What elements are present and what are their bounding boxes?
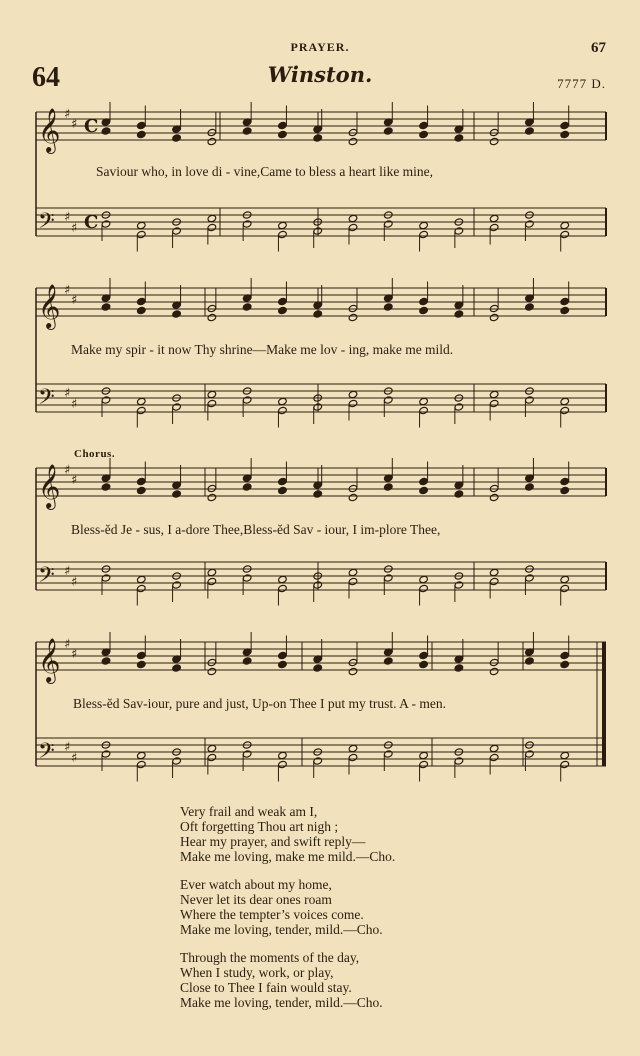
note-head <box>207 390 217 398</box>
note-head <box>313 134 323 142</box>
note-head <box>172 581 182 589</box>
sharp-icon: ♯ <box>71 293 78 308</box>
note-head <box>560 751 570 759</box>
note-head <box>419 477 429 485</box>
note-head <box>560 221 570 229</box>
system-3-lyrics: Bless-ĕd Je - sus, I a-dore Thee,Bless-ĕd Sav - iour, I im-plore Thee, <box>71 522 441 537</box>
note-head <box>348 390 358 398</box>
note-head <box>137 575 147 583</box>
note-head <box>242 750 252 758</box>
bass-clef-icon: 𝄢 <box>38 563 55 593</box>
note-head <box>172 134 182 142</box>
verse-line: Through the moments of the day, <box>180 950 360 965</box>
treble-clef-icon: 𝄞 <box>38 108 61 152</box>
note-head <box>242 657 252 665</box>
note-head <box>278 230 288 238</box>
note-head <box>278 297 288 305</box>
note-head <box>560 651 570 659</box>
note-head <box>560 121 570 129</box>
note-head <box>419 230 429 238</box>
note-head <box>525 483 535 491</box>
note-head <box>384 220 394 228</box>
sharp-icon: ♯ <box>71 575 78 590</box>
note-head <box>348 313 358 321</box>
note-head <box>207 577 217 585</box>
note-head <box>242 483 252 491</box>
verse-line: Oft forgetting Thou art nigh ; <box>180 819 339 834</box>
note-head <box>454 490 464 498</box>
note-head <box>348 744 358 752</box>
note-head <box>137 751 147 759</box>
additional-verses <box>180 804 395 1023</box>
note-head <box>278 221 288 229</box>
tune-name: Winston. <box>267 62 373 87</box>
note-head <box>489 214 499 222</box>
hymn-number: 64 <box>32 62 60 93</box>
note-head <box>525 303 535 311</box>
note-head <box>525 657 535 665</box>
note-head <box>278 751 288 759</box>
note-head <box>489 493 499 501</box>
note-head <box>525 750 535 758</box>
note-head <box>348 223 358 231</box>
bass-clef-icon: 𝄢 <box>38 209 55 239</box>
note-head <box>137 230 147 238</box>
note-head <box>278 486 288 494</box>
note-head <box>384 574 394 582</box>
note-head <box>560 486 570 494</box>
note-head <box>207 493 217 501</box>
note-head <box>137 760 147 768</box>
note-head <box>419 651 429 659</box>
note-head <box>419 575 429 583</box>
note-head <box>313 490 323 498</box>
note-head <box>348 493 358 501</box>
note-head <box>560 660 570 668</box>
note-head <box>278 584 288 592</box>
note-head <box>454 227 464 235</box>
final-barline <box>602 642 606 766</box>
note-head <box>172 490 182 498</box>
treble-clef-icon: 𝄞 <box>38 464 61 508</box>
sharp-icon: ♯ <box>64 107 71 122</box>
note-head <box>384 396 394 404</box>
note-head <box>560 584 570 592</box>
note-head <box>525 127 535 135</box>
note-head <box>454 581 464 589</box>
note-head <box>454 664 464 672</box>
note-head <box>419 297 429 305</box>
section-heading: PRAYER. <box>290 40 350 54</box>
sharp-icon: ♯ <box>71 397 78 412</box>
meter-label: 7777 D. <box>557 76 606 91</box>
verse-line: Where the tempter’s voices come. <box>180 907 364 922</box>
note-head <box>242 574 252 582</box>
note-head <box>101 396 111 404</box>
note-head <box>278 406 288 414</box>
note-head <box>489 568 499 576</box>
note-head <box>137 660 147 668</box>
note-head <box>313 757 323 765</box>
page-number: 67 <box>591 40 606 56</box>
note-head <box>172 403 182 411</box>
sharp-icon: ♯ <box>64 637 71 652</box>
note-head <box>101 220 111 228</box>
note-head <box>207 223 217 231</box>
verse-line: Hear my prayer, and swift reply— <box>180 834 366 849</box>
note-head <box>172 310 182 318</box>
note-head <box>101 574 111 582</box>
note-head <box>348 399 358 407</box>
treble-clef-icon: 𝄞 <box>38 284 61 328</box>
note-head <box>348 667 358 675</box>
note-head <box>207 313 217 321</box>
note-head <box>101 483 111 491</box>
note-head <box>419 660 429 668</box>
note-head <box>242 220 252 228</box>
note-head <box>560 297 570 305</box>
note-head <box>278 660 288 668</box>
note-head <box>454 134 464 142</box>
note-head <box>489 399 499 407</box>
note-head <box>137 406 147 414</box>
treble-clef-icon: 𝄞 <box>38 638 61 682</box>
note-head <box>560 477 570 485</box>
note-head <box>101 303 111 311</box>
note-head <box>278 760 288 768</box>
note-head <box>207 568 217 576</box>
system-4-lyrics: Bless-ĕd Sav-iour, pure and just, Up-on Thee I put my trust. A - men. <box>73 696 447 711</box>
sharp-icon: ♯ <box>64 463 71 478</box>
note-head <box>207 214 217 222</box>
note-head <box>384 657 394 665</box>
note-head <box>242 303 252 311</box>
note-head <box>207 753 217 761</box>
note-head <box>489 390 499 398</box>
note-head <box>384 750 394 758</box>
note-head <box>454 757 464 765</box>
sharp-icon: ♯ <box>64 740 71 755</box>
note-head <box>560 230 570 238</box>
note-head <box>489 313 499 321</box>
chorus-label: Chorus. <box>74 448 116 460</box>
verse-line: Make me loving, tender, mild.—Cho. <box>180 922 383 937</box>
note-head <box>137 130 147 138</box>
note-head <box>207 137 217 145</box>
note-head <box>137 221 147 229</box>
note-head <box>454 310 464 318</box>
note-head <box>137 297 147 305</box>
note-head <box>207 744 217 752</box>
note-head <box>489 667 499 675</box>
note-head <box>419 760 429 768</box>
note-head <box>137 584 147 592</box>
note-head <box>278 121 288 129</box>
note-head <box>560 306 570 314</box>
sharp-icon: ♯ <box>64 210 71 225</box>
note-head <box>278 130 288 138</box>
note-head <box>278 651 288 659</box>
note-head <box>278 306 288 314</box>
verse-4 <box>180 950 395 1010</box>
note-head <box>419 584 429 592</box>
sharp-icon: ♯ <box>71 751 78 766</box>
bass-clef-icon: 𝄢 <box>38 385 55 415</box>
note-head <box>137 477 147 485</box>
note-head <box>348 137 358 145</box>
note-head <box>278 397 288 405</box>
note-head <box>348 577 358 585</box>
verse-line: Make me loving, make me mild.—Cho. <box>180 849 396 864</box>
note-head <box>525 220 535 228</box>
note-head <box>101 127 111 135</box>
system-1-lyrics: Saviour who, in love di - vine,Came to bless a heart like mine, <box>96 164 434 179</box>
note-head <box>419 221 429 229</box>
note-head <box>560 575 570 583</box>
sharp-icon: ♯ <box>71 117 78 132</box>
sharp-icon: ♯ <box>71 647 78 662</box>
note-head <box>419 406 429 414</box>
verse-line: When I study, work, or play, <box>180 965 334 980</box>
note-head <box>560 397 570 405</box>
note-head <box>560 130 570 138</box>
note-head <box>419 397 429 405</box>
note-head <box>348 214 358 222</box>
verse-line: Very frail and weak am I, <box>180 804 318 819</box>
sharp-icon: ♯ <box>64 564 71 579</box>
verse-3 <box>180 877 395 937</box>
note-head <box>278 575 288 583</box>
note-head <box>384 303 394 311</box>
note-head <box>313 664 323 672</box>
verse-2 <box>180 804 395 864</box>
note-head <box>489 577 499 585</box>
note-head <box>489 137 499 145</box>
note-head <box>384 127 394 135</box>
note-head <box>348 753 358 761</box>
note-head <box>489 753 499 761</box>
sharp-icon: ♯ <box>64 386 71 401</box>
sharp-icon: ♯ <box>64 283 71 298</box>
note-head <box>242 127 252 135</box>
note-head <box>278 477 288 485</box>
note-head <box>419 130 429 138</box>
time-signature-icon: C <box>84 116 99 137</box>
note-head <box>172 664 182 672</box>
verse-line: Ever watch about my home, <box>180 877 332 892</box>
note-head <box>137 121 147 129</box>
note-head <box>207 399 217 407</box>
note-head <box>207 667 217 675</box>
sharp-icon: ♯ <box>71 221 78 236</box>
note-head <box>419 486 429 494</box>
note-head <box>242 396 252 404</box>
note-head <box>454 403 464 411</box>
note-head <box>384 483 394 491</box>
sharp-icon: ♯ <box>71 473 78 488</box>
note-head <box>137 397 147 405</box>
system-2-lyrics: Make my spir - it now Thy shrine—Make me lov - ing, make me mild. <box>71 342 454 357</box>
note-head <box>489 223 499 231</box>
note-head <box>419 121 429 129</box>
note-head <box>313 310 323 318</box>
bass-clef-icon: 𝄢 <box>38 739 55 769</box>
note-head <box>137 306 147 314</box>
time-signature-icon: C <box>84 212 99 233</box>
note-head <box>525 574 535 582</box>
verse-line: Close to Thee I fain would stay. <box>180 980 352 995</box>
note-head <box>172 227 182 235</box>
note-head <box>525 396 535 404</box>
note-head <box>560 760 570 768</box>
verse-line: Never let its dear ones roam <box>180 892 332 907</box>
note-head <box>137 651 147 659</box>
note-head <box>348 568 358 576</box>
note-head <box>419 306 429 314</box>
note-head <box>101 657 111 665</box>
note-head <box>137 486 147 494</box>
note-head <box>560 406 570 414</box>
note-head <box>172 757 182 765</box>
verse-line: Make me loving, tender, mild.—Cho. <box>180 995 383 1010</box>
note-head <box>419 751 429 759</box>
note-head <box>101 750 111 758</box>
note-head <box>489 744 499 752</box>
